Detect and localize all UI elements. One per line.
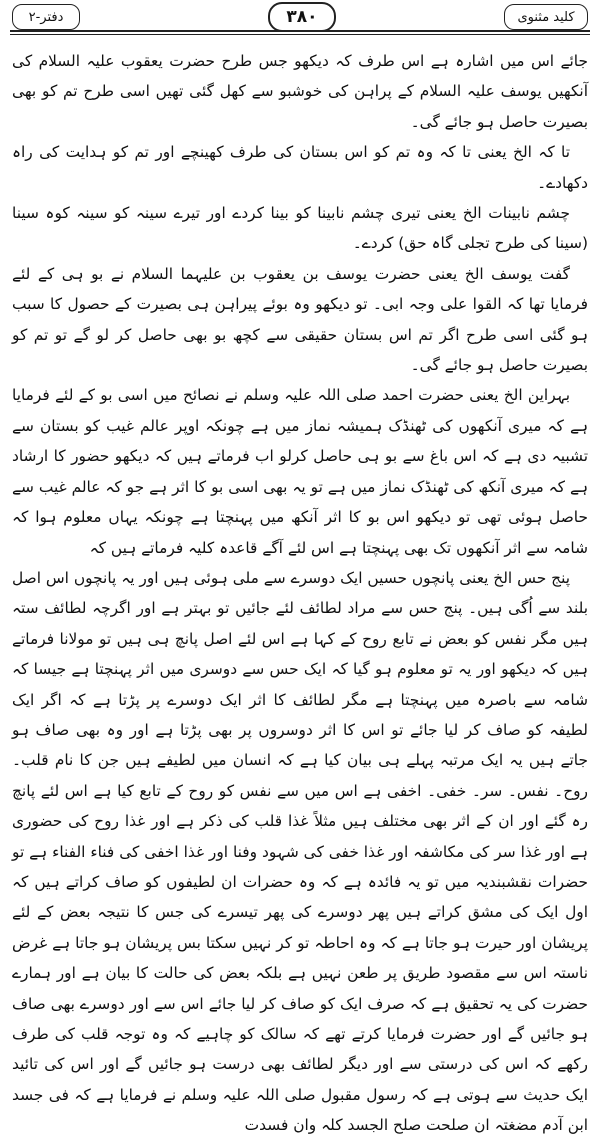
paragraph: گفت یوسف الخ یعنی حضرت یوسف بن یعقوب بن علیہما السلام نے بو ہی کے لئے فرمایا تھا کہ القوا علی وجہ ابی۔ تو دیکھو وہ بوئے پیراہن ہی بصیرت کے حصول کا سبب ہو گئی اسی طرح اگر تم اس بستان حقیقی سے کچھ بو بھی حاصل کر لو گے تو تم کو بصیرت حاصل ہو جائے گی۔ xyxy=(12,264,588,375)
paragraph: بہراین الخ یعنی حضرت احمد صلی اللہ علیہ وسلم نے نصائح میں اسی بو کے لئے فرمایا ہے کہ میری آنکھوں کی ٹھنڈک ہمیشہ نماز میں ہے چونکہ اوپر عالم غیب کو بستان سے تشبیہ دی ہے کہ اس باغ سے بو ہی حاصل کرلو اب فرماتے ہیں کہ دیکھو حضور کا ارشاد ہے کہ میری آنکھ کی ٹھنڈک نماز میں ہے تو یہ بھی اسی بو کا اثر ہے جو کہ عالم غیب سے حاصل ہوئی تھی تو دیکھو اس بو کا اثر آنکھ میں پہنچتا ہے چونکہ یہاں معلوم ہوا کہ شامہ سے اثر آنکھوں تک بھی پہنچتا ہے اس لئے آگے قاعدہ کلیہ فرماتے ہیں کہ xyxy=(12,386,588,557)
book-title: کلید مثنوی xyxy=(517,9,575,25)
page-number: ۳۸۰ xyxy=(286,7,318,27)
page-number-badge xyxy=(268,2,336,32)
paragraph: پنج حس الخ یعنی پانچوں حسیں ایک دوسرے سے ملی ہوئی ہیں اور یہ پانچوں اس اصل بلند سے اُگی ہیں۔ پنج حس سے مراد لطائف لئے جائیں تو بہتر ہے اور اگرچہ لطائف ستہ ہیں مگر نفس کو بعض نے تابع روح کے کہا ہے اس لئے اصل پانچ ہی ہیں تو مولانا فرماتے ہیں کہ دیکھو اور یہ تو معلوم ہو گیا کہ ایک حس سے دوسری میں اثر پہنچتا ہے جیسا کہ شامہ سے باصرہ میں پہنچتا ہے مگر لطائف کا اثر ایک دوسرے پر پڑتا ہے کہ اگر ایک لطیفہ کو صاف کر لیا جائے تو اس کا اثر دوسروں پر بھی پڑتا ہے اور وہ بھی صاف ہو جاتے ہیں یہ ایک مرتبہ پہلے ہی بیان کیا ہے کہ انسان میں لطیفے ہیں جن کا نام قلب۔ روح۔ نفس۔ سر۔ خفی۔ اخفی ہے اس میں سے نفس کو روح کے تابع کیا ہے اس لئے پانچ رہ گئے اور ان کے اثر بھی مختلف ہیں مثلاً غذا قلب کی ذکر ہے اور غذا روح کی حضوری ہے اور غذا سر کی مکاشفہ اور غذا خفی کی شہود وفنا اور غذا اخفی کی فناء الفناء ہے تو حضرات نقشبندیہ میں تو یہ فائدہ ہے کہ وہ حضرات ان لطیفوں کو صاف کراتے ہیں کہ اول ایک کی مشق کراتے ہیں پھر دوسرے کی پھر تیسرے کی جس کا نتیجہ بعض کے لئے پریشان اور حیرت ہو جاتا ہے کہ وہ احاطہ تو کر نہیں سکتا بس پریشان ہو جاتا ہے غرض ناستہ اس سے مقصود طریق پر طعن نہیں ہے بلکہ بعض کی حالت کا بیان ہے اور ہمارے حضرت کی یہ تحقیق ہے کہ صرف ایک کو صاف کر لیا جائے اس سے اور دوسرے بھی صاف ہو جائیں گے اور حضرت فرمایا کرتے تھے کہ سالک کو چاہیے کہ وہ توجہ قلب کی طرف رکھے کہ اس کی درستی سے اور دیگر لطائف بھی درست ہو جائیں گے اور اس کی تائید ایک حدیث سے ہوتی ہے کہ رسول مقبول صلی اللہ علیہ وسلم نے فرمایا ہے کہ فی جسد ابن آدم مضغتہ ان صلحت صلح الجسد کلہ وان فسدت xyxy=(12,568,588,1135)
volume-box xyxy=(12,4,80,30)
paragraph: جائے اس میں اشارہ ہے اس طرف کہ دیکھو جس طرح حضرت یعقوب علیہ السلام کی آنکھیں یوسف علیہ السلام کے پراہن کی خوشبو سے کھل گئی تھیں اسی طرح تم کو بھی بصیرت حاصل ہو جائے گی۔ xyxy=(12,52,588,131)
page-body xyxy=(12,46,588,1135)
volume-label: دفتر-۲ xyxy=(28,9,64,25)
book-title-box xyxy=(504,4,588,30)
paragraph: چشم نابینات الخ یعنی تیری چشم نابینا کو بینا کردے اور تیرے سینہ کو سینہ کوہ سینا (سینا کی طرح تجلی گاہ حق) کردے۔ xyxy=(12,204,588,253)
header-rule-thin xyxy=(10,34,590,35)
paragraph: تا کہ الخ یعنی تا کہ وہ تم کو اس بستان کی طرف کھینچے اور تم کو ہدایت کی راہ دکھادے۔ xyxy=(12,143,588,192)
